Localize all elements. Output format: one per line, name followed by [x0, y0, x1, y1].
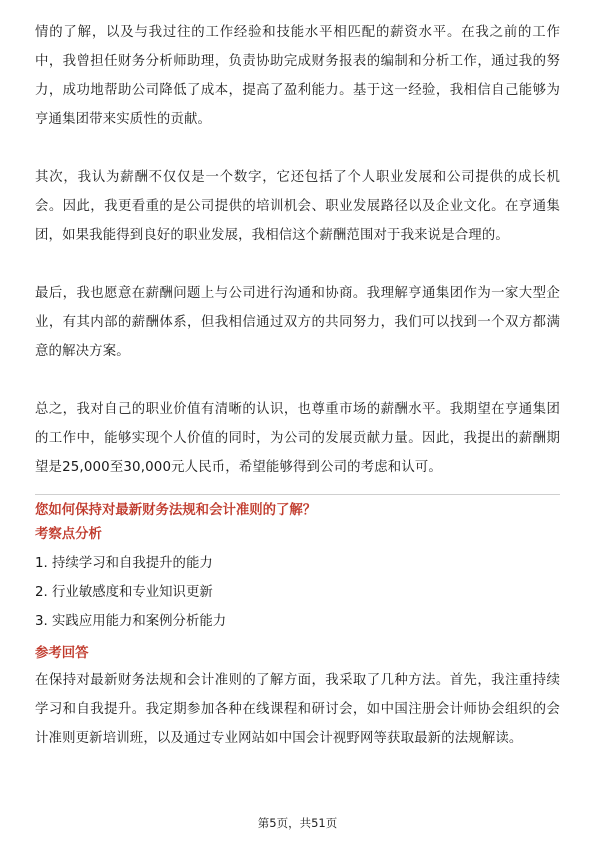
analysis-list	[35, 549, 560, 636]
paragraph-salary-experience: 情的了解，以及与我过往的工作经验和技能水平相匹配的薪资水平。在我之前的工作中，我曾担任财务分析师助理，负责协助完成财务报表的编制和分析工作，通过我的努力，成功地帮助公司降低了成本，提高了盈利能力。基于这一经验，我相信自己能够为亨通集团带来实质性的贡献。	[35, 25, 560, 127]
analysis-item: 1. 持续学习和自我提升的能力	[35, 556, 213, 571]
page-number: 第5页，共51页	[257, 816, 338, 830]
interview-question: 您如何保持对最新财务法规和会计准则的了解？	[35, 503, 317, 518]
analysis-item: 2. 行业敏感度和专业知识更新	[35, 585, 213, 600]
paragraph-salary-negotiation: 最后，我也愿意在薪酬问题上与公司进行沟通和协商。我理解亨通集团作为一家大型企业，有其内部的薪酬体系，但我相信通过双方的共同努力，我们可以找到一个双方都满意的解决方案。	[35, 286, 560, 359]
paragraph-salary-growth: 其次，我认为薪酬不仅仅是一个数字，它还包括了个人职业发展和公司提供的成长机会。因此，我更看重的是公司提供的培训机会、职业发展路径以及企业文化。在亨通集团，如果我能得到良好的职业发展，我相信这个薪酬范围对于我来说是合理的。	[35, 170, 560, 243]
page-content	[35, 18, 560, 753]
section-divider	[35, 494, 560, 495]
analysis-heading: 考察点分析	[35, 527, 102, 542]
answer-paragraph: 在保持对最新财务法规和会计准则的了解方面，我采取了几种方法。首先，我注重持续学习和自我提升。我定期参加各种在线课程和研讨会，如中国注册会计师协会组织的会计准则更新培训班，以及通过专业网站如中国会计视野网等获取最新的法规解读。	[35, 673, 560, 746]
analysis-item: 3. 实践应用能力和案例分析能力	[35, 614, 227, 629]
answer-heading: 参考回答	[35, 646, 89, 661]
paragraph-salary-summary: 总之，我对自己的职业价值有清晰的认识，也尊重市场的薪酬水平。我期望在亨通集团的工作中，能够实现个人价值的同时，为公司的发展贡献力量。因此，我提出的薪酬期望是25,000至30,000元人民币，希望能够得到公司的考虑和认可。	[35, 402, 560, 475]
